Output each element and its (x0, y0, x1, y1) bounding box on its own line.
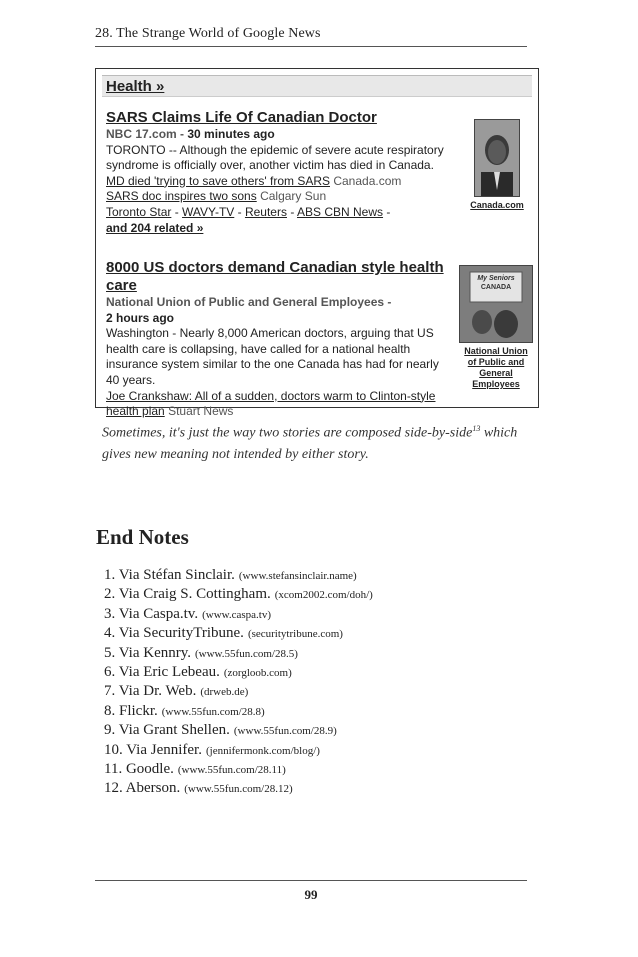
endnote-item (104, 760, 373, 779)
story1-related-link[interactable]: SARS doc inspires two sons (106, 189, 257, 204)
page-footer (95, 880, 527, 903)
endnote-item (104, 702, 373, 721)
news-story-1: SARS Claims Life Of Canadian Doctor NBC 17.com - 30 minutes ago TORONTO -- Although the epidemic of severe acute respiratory syndrome is officially over, another victim has died in Canada. MD died 'trying to save others' from SARS Canada.com SARS doc inspires two sons Calgary Sun Toronto Star - WAVY-TV - Reuters - ABS CBN News - and 204 related » (106, 109, 446, 236)
story2-snippet-line: insurance system similar to the one Canada has had for nearly (106, 357, 439, 372)
page-number: 99 (304, 887, 318, 902)
story2-thumbnail-caption[interactable] (456, 346, 536, 390)
caption-line[interactable]: of Public and (467, 357, 525, 367)
endnote-url: (zorgloob.com) (223, 667, 292, 680)
endnote-url: (drweb.de) (200, 686, 249, 699)
story2-snippet-line: 40 years. (106, 372, 156, 387)
caption-line[interactable]: Employees (472, 379, 520, 389)
story1-related-source: Calgary Sun (260, 189, 327, 204)
caption-text: which gives new meaning not intended by either story. (102, 425, 518, 462)
endnote-url: (www.caspa.tv) (202, 608, 272, 621)
story2-related-link[interactable]: Joe Crankshaw: All of a sudden, doctors warm to Clinton-style (106, 388, 436, 403)
story1-time: 30 minutes ago (187, 127, 275, 141)
story2-thumbnail[interactable] (456, 265, 536, 390)
endnote-item (104, 721, 373, 740)
endnote-label: 4. Via SecurityTribune. (104, 625, 244, 642)
footnote-ref: 13 (472, 424, 481, 433)
caption-line[interactable]: General (479, 368, 513, 378)
story1-source: NBC 17.com (106, 127, 177, 141)
protest-sign-photo (459, 265, 533, 343)
endnote-label: 6. Via Eric Lebeau. (104, 664, 220, 681)
endnote-item (104, 566, 373, 585)
story2-source: National Union of Public and General Employees - (106, 295, 392, 309)
endnote-url: (www.55fun.com/28.5) (195, 647, 298, 660)
news-story-2 (106, 259, 456, 420)
story1-title[interactable]: SARS Claims Life Of Canadian Doctor (106, 109, 377, 126)
sign-text: CANADA (480, 284, 512, 291)
outlet-link[interactable]: Toronto Star (106, 204, 172, 219)
story2-snippet-line: Washington - Nearly 8,000 American doctors, arguing that US (106, 326, 434, 341)
endnote-url: (www.stefansinclair.name) (238, 570, 357, 582)
story2-title[interactable] (106, 259, 456, 295)
endnote-label: 3. Via Caspa.tv. (104, 605, 199, 622)
endnote-url: (www.55fun.com/28.11) (177, 764, 286, 777)
endnote-label: 9. Via Grant Shellen. (104, 722, 230, 739)
endnote-label: 7. Via Dr. Web. (104, 683, 197, 700)
outlet-link[interactable]: ABS CBN News (297, 204, 384, 219)
story1-related-source: Canada.com (333, 173, 402, 188)
endnote-item (104, 741, 373, 760)
story1-snippet-line: syndrome is officially over, another victim has died in Canada. (106, 158, 434, 173)
endnote-label: 10. Via Jennifer. (104, 741, 202, 758)
story2-related-link-tail[interactable]: health plan (106, 404, 165, 419)
related-count-link[interactable]: and 204 related » (106, 220, 204, 235)
endnote-item (104, 644, 373, 663)
figure-caption (102, 418, 532, 465)
endnote-item (104, 682, 373, 701)
endnote-item (104, 605, 373, 624)
story1-thumbnail[interactable] (462, 119, 532, 211)
story2-time: 2 hours ago (106, 310, 175, 325)
outlet-link[interactable]: WAVY-TV (182, 204, 235, 219)
portrait-photo (474, 119, 520, 197)
endnote-label: 1. Via Stéfan Sinclair. (104, 567, 235, 583)
sign-text: My Seniors (477, 275, 515, 282)
endnote-label: 5. Via Kennry. (104, 644, 191, 661)
outlet-link[interactable]: Reuters (244, 204, 287, 219)
running-header: 28. The Strange World of Google News (95, 26, 527, 47)
endnote-url: (www.55fun.com/28.8) (161, 705, 265, 718)
endnote-label: 8. Flickr. (104, 702, 158, 719)
endnote-url: (www.55fun.com/28.9) (233, 725, 337, 738)
section-heading-health[interactable]: Health » (102, 75, 532, 97)
caption-text: Sometimes, it's just the way two stories are composed side-by-side (102, 425, 473, 441)
story2-title-line[interactable]: 8000 US doctors demand Canadian style health (106, 259, 444, 276)
endnote-label: 2. Via Craig S. Cottingham. (104, 586, 271, 603)
endnote-url: (xcom2002.com/doh/) (274, 589, 373, 602)
endnote-label: 11. Goodle. (104, 761, 174, 778)
endnotes-heading: End Notes (96, 525, 189, 549)
story2-related-source: Stuart News (168, 404, 234, 419)
story1-thumbnail-caption[interactable]: Canada.com (470, 200, 524, 210)
story1-snippet-line: TORONTO -- Although the epidemic of severe acute respiratory (106, 142, 444, 157)
endnote-item (104, 779, 373, 798)
endnote-url: (securitytribune.com) (247, 628, 343, 641)
endnotes-list (104, 566, 373, 799)
story2-snippet-line: health care is collapsing, have called for a national health (106, 341, 411, 356)
endnote-item (104, 585, 373, 604)
endnote-url: (www.55fun.com/28.12) (184, 783, 293, 796)
endnote-url: (jennifermonk.com/blog/) (205, 744, 320, 757)
endnote-label: 12. Aberson. (104, 780, 181, 797)
story2-title-line[interactable]: care (106, 277, 137, 294)
story1-related-link[interactable]: MD died 'trying to save others' from SARS (106, 173, 330, 188)
google-news-screenshot (95, 68, 539, 419)
endnote-item (104, 663, 373, 682)
endnote-item (104, 624, 373, 643)
caption-line[interactable]: National Union (464, 346, 528, 356)
